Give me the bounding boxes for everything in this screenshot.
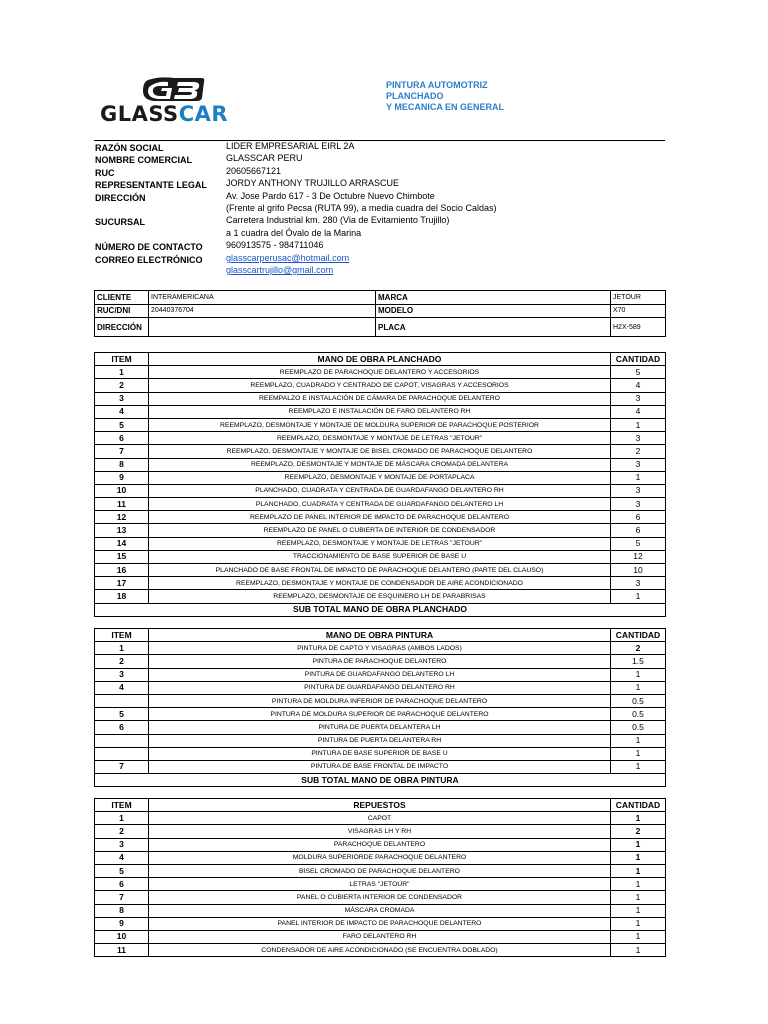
desc-cell: REEMPLAZO, DESMONTAJE Y MONTAJE DE CONDENSADOR DE AIRE ACONDICIONADO: [149, 577, 611, 590]
placa-value: H2X-589: [611, 318, 666, 337]
table-row: [95, 851, 666, 864]
table-row: [95, 524, 666, 537]
table-row: [95, 366, 666, 379]
item-cell: 8: [95, 904, 149, 917]
table-row: [95, 891, 666, 904]
desc-cell: CONDENSADOR DE AIRE ACONDICIONADO (SE ENCUENTRA DOBLADO): [149, 944, 611, 957]
qty-cell: 1: [611, 668, 666, 681]
desc-cell: MÁSCARA CROMADA: [149, 904, 611, 917]
table-row: [95, 379, 666, 392]
qty-cell: 3: [611, 577, 666, 590]
table-header: [95, 799, 666, 812]
subtotal-row: [95, 603, 666, 616]
item-cell: 16: [95, 564, 149, 577]
client-dir-value: [149, 318, 376, 337]
logo-wordmark: GLASSCAR: [100, 102, 229, 126]
qty-cell: 1: [611, 838, 666, 851]
qty-cell: 1: [611, 760, 666, 773]
item-cell: 15: [95, 550, 149, 563]
qty-cell: 3: [611, 432, 666, 445]
desc-cell: MOLDURA SUPERIORDE PARACHOQUE DELANTERO: [149, 851, 611, 864]
desc-cell: REEMPLAZO, DESMONTAJE Y MONTAJE DE LETRAS "JETOUR": [149, 432, 611, 445]
client-table: [94, 290, 666, 337]
subtotal-planchado: SUB TOTAL MANO DE OBRA PLANCHADO: [95, 603, 666, 616]
qty-cell: 0.5: [611, 721, 666, 734]
item-cell: 5: [95, 708, 149, 721]
correo-value-1[interactable]: [226, 252, 349, 264]
correo-value-2[interactable]: [226, 264, 333, 276]
pintura-table: [94, 628, 666, 787]
desc-cell: PINTURA DE MOLDURA INFERIOR DE PARACHOQUE DELANTERO: [149, 694, 611, 707]
desc-cell: PLANCHADO DE BASE FRONTAL DE IMPACTO DE PARACHOQUE DELANTERO (PARTE DEL CLAUSO): [149, 564, 611, 577]
desc-cell: REEMPLAZO DE PARACHOQUE DELANTERO Y ACCESORIOS: [149, 366, 611, 379]
table-row: [95, 432, 666, 445]
marca-label: MARCA: [376, 291, 611, 305]
desc-cell: BISEL CROMADO DE PARACHOQUE DELANTERO: [149, 864, 611, 877]
item-cell: 1: [95, 366, 149, 379]
qty-cell: 2: [611, 642, 666, 655]
razon-social-value: LIDER EMPRESARIAL EIRL 2A: [226, 141, 355, 151]
item-cell: 17: [95, 577, 149, 590]
desc-cell: REEMPLAZO DE PANEL O CUBIERTA DE INTERIOR DE CONDENSADOR: [149, 524, 611, 537]
ruc-dni-value: 20440376704: [149, 304, 376, 318]
item-cell: 2: [95, 825, 149, 838]
desc-cell: REEMPLAZO, DESMONTAJE Y MONTAJE DE BISEL CROMADO DE PARACHOQUE DELANTERO: [149, 445, 611, 458]
qty-cell: 3: [611, 458, 666, 471]
table-row: [95, 944, 666, 957]
qty-cell: 1: [611, 681, 666, 694]
contacto-value: 960913575 - 984711046: [226, 240, 324, 250]
table-row: [95, 668, 666, 681]
item-cell: 7: [95, 891, 149, 904]
item-cell: 1: [95, 642, 149, 655]
item-cell: 10: [95, 930, 149, 943]
item-cell: 5: [95, 418, 149, 431]
table-row: [95, 392, 666, 405]
placa-label: PLACA: [376, 318, 611, 337]
qty-cell: 1: [611, 851, 666, 864]
desc-cell: PINTURA DE PARACHOQUE DELANTERO: [149, 655, 611, 668]
header-desc: MANO DE OBRA PLANCHADO: [149, 353, 611, 366]
item-cell: 11: [95, 498, 149, 511]
item-cell: 9: [95, 471, 149, 484]
qty-cell: 1: [611, 891, 666, 904]
qty-cell: 4: [611, 405, 666, 418]
item-cell: 3: [95, 392, 149, 405]
qty-cell: 1: [611, 747, 666, 760]
table-row: [95, 418, 666, 431]
table-row: [95, 458, 666, 471]
header-item: ITEM: [95, 629, 149, 642]
modelo-value: X70: [611, 304, 666, 318]
qty-cell: 1: [611, 471, 666, 484]
qty-cell: 1: [611, 864, 666, 877]
item-cell: 4: [95, 851, 149, 864]
qty-cell: 1: [611, 418, 666, 431]
table-row: [95, 904, 666, 917]
item-cell: 1: [95, 812, 149, 825]
desc-cell: PANEL INTERIOR DE IMPACTO DE PARACHOQUE DELANTERO: [149, 917, 611, 930]
desc-cell: PINTURA DE MOLDURA SUPERIOR DE PARACHOQUE DELANTERO: [149, 708, 611, 721]
cliente-value: INTERAMERICANA: [149, 291, 376, 305]
desc-cell: PINTURA DE CAPTO Y VISAGRAS (AMBOS LADOS): [149, 642, 611, 655]
qty-cell: 4: [611, 379, 666, 392]
sucursal-label: SUCURSAL: [95, 217, 146, 227]
item-cell: 14: [95, 537, 149, 550]
subtotal-pintura: SUB TOTAL MANO DE OBRA PINTURA: [95, 774, 666, 787]
table-row: [95, 550, 666, 563]
rep-label: REPRESENTANTE LEGAL: [95, 180, 207, 190]
dir-line2: (Frente al grifo Pecsa (RUTA 99), a media cuadra del Socio Caldas): [226, 203, 497, 213]
table-row: [95, 484, 666, 497]
table-row: [95, 917, 666, 930]
header-desc: MANO DE OBRA PINTURA: [149, 629, 611, 642]
table-header: [95, 353, 666, 366]
subtotal-row: [95, 774, 666, 787]
item-cell: 10: [95, 484, 149, 497]
client-row: [95, 318, 666, 337]
contacto-label: NÚMERO DE CONTACTO: [95, 242, 203, 252]
item-cell: 11: [95, 944, 149, 957]
item-cell: 5: [95, 864, 149, 877]
dir-line1: Av. Jose Pardo 617 - 3 De Octubre Nuevo Chimbote: [226, 191, 435, 201]
item-cell: 3: [95, 838, 149, 851]
desc-cell: REEMPLAZO, DESMONTAJE Y MONTAJE DE MOLDURA SUPERIOR DE PARACHOQUE POSTERIOR: [149, 418, 611, 431]
table-row: [95, 405, 666, 418]
header-desc: REPUESTOS: [149, 799, 611, 812]
item-cell: 4: [95, 405, 149, 418]
item-cell: [95, 694, 149, 707]
item-cell: 7: [95, 760, 149, 773]
item-cell: 6: [95, 721, 149, 734]
desc-cell: LETRAS "JETOUR": [149, 878, 611, 891]
qty-cell: 6: [611, 524, 666, 537]
qty-cell: 3: [611, 484, 666, 497]
qty-cell: 12: [611, 550, 666, 563]
table-row: [95, 864, 666, 877]
item-cell: [95, 747, 149, 760]
nombre-value: GLASSCAR PERU: [226, 153, 303, 163]
razon-social-label: RAZÓN SOCIAL: [95, 143, 164, 153]
correo-label: CORREO ELECTRÓNICO: [95, 255, 203, 265]
rep-value: JORDY ANTHONY TRUJILLO ARRASCUE: [226, 178, 400, 188]
item-cell: [95, 734, 149, 747]
qty-cell: 1: [611, 930, 666, 943]
qty-cell: 1: [611, 734, 666, 747]
table-row: [95, 511, 666, 524]
table-row: [95, 760, 666, 773]
desc-cell: FARO DELANTERO RH: [149, 930, 611, 943]
item-cell: 4: [95, 681, 149, 694]
repuestos-table: [94, 798, 666, 957]
desc-cell: REEMPLAZO, CUADRADO Y CENTRADO DE CAPOT, VISAGRAS Y ACCESORIOS: [149, 379, 611, 392]
header-item: ITEM: [95, 799, 149, 812]
repuestos-rows: [95, 812, 666, 957]
desc-cell: REEMPLAZO, DESMONTAJE Y MONTAJE DE PORTAPLACA: [149, 471, 611, 484]
item-cell: 2: [95, 379, 149, 392]
item-cell: 13: [95, 524, 149, 537]
qty-cell: 1: [611, 590, 666, 603]
tagline: PINTURA AUTOMOTRIZ PLANCHADO Y MECANICA EN GENERAL: [386, 80, 505, 112]
company-logo: [100, 76, 240, 128]
qty-cell: 0.5: [611, 708, 666, 721]
qty-cell: 1: [611, 944, 666, 957]
dir-label: DIRECCIÓN: [95, 193, 146, 203]
table-row: [95, 721, 666, 734]
nombre-label: NOMBRE COMERCIAL: [95, 155, 192, 165]
desc-cell: PLANCHADO, CUADRATA Y CENTRADA DE GUARDAFANGO DELANTERO LH: [149, 498, 611, 511]
sucursal-line2: a 1 cuadra del Óvalo de la Marina: [226, 228, 362, 238]
item-cell: 12: [95, 511, 149, 524]
desc-cell: PINTURA DE BASE SUPERIOR DE BASE U: [149, 747, 611, 760]
qty-cell: 10: [611, 564, 666, 577]
item-cell: 9: [95, 917, 149, 930]
desc-cell: PINTURA DE GUARDAFANGO DELANTERO RH: [149, 681, 611, 694]
table-row: [95, 930, 666, 943]
desc-cell: PINTURA DE PUERTA DELANTERA RH: [149, 734, 611, 747]
qty-cell: 0.5: [611, 694, 666, 707]
header-qty: CANTIDAD: [611, 799, 666, 812]
modelo-label: MODELO: [376, 304, 611, 318]
qty-cell: 2: [611, 825, 666, 838]
client-dir-label: DIRECCIÓN: [95, 318, 149, 337]
header-divider: [94, 140, 665, 141]
qty-cell: 1: [611, 904, 666, 917]
desc-cell: PINTURA DE PUERTA DELANTERA LH: [149, 721, 611, 734]
item-cell: 2: [95, 655, 149, 668]
desc-cell: PANEL O CUBIERTA INTERIOR DE CONDENSADOR: [149, 891, 611, 904]
desc-cell: TRACCIONAMIENTO DE BASE SUPERIOR DE BASE U: [149, 550, 611, 563]
qty-cell: 2: [611, 445, 666, 458]
table-row: [95, 681, 666, 694]
item-cell: 18: [95, 590, 149, 603]
table-row: [95, 734, 666, 747]
qty-cell: 1: [611, 812, 666, 825]
car-logo-icon: [140, 76, 206, 102]
table-header: [95, 629, 666, 642]
table-row: [95, 642, 666, 655]
cliente-label: CLIENTE: [95, 291, 149, 305]
table-row: [95, 564, 666, 577]
qty-cell: 3: [611, 392, 666, 405]
table-row: [95, 812, 666, 825]
header-qty: CANTIDAD: [611, 629, 666, 642]
desc-cell: REEMPLAZO, DESMONTAJE Y MONTAJE DE MÁSCARA CROMADA DELANTERA: [149, 458, 611, 471]
qty-cell: 3: [611, 498, 666, 511]
email-link-2[interactable]: glasscartrujillo@gmail.com: [226, 265, 334, 275]
desc-cell: PINTURA DE GUARDAFANGO DELANTERO LH: [149, 668, 611, 681]
header-item: ITEM: [95, 353, 149, 366]
desc-cell: PINTURA DE BASE FRONTAL DE IMPACTO: [149, 760, 611, 773]
item-cell: 6: [95, 878, 149, 891]
table-row: [95, 537, 666, 550]
qty-cell: 5: [611, 537, 666, 550]
desc-cell: PLANCHADO, CUADRATA Y CENTRADA DE GUARDAFANGO DELANTERO RH: [149, 484, 611, 497]
ruc-dni-label: RUC/DNI: [95, 304, 149, 318]
marca-value: JETOUR: [611, 291, 666, 305]
item-cell: 6: [95, 432, 149, 445]
qty-cell: 5: [611, 366, 666, 379]
qty-cell: 1: [611, 917, 666, 930]
desc-cell: REEMPALZO E INSTALACIÓN DE CÁMARA DE PARACHOQUE DELANTERO: [149, 392, 611, 405]
table-row: [95, 708, 666, 721]
table-row: [95, 747, 666, 760]
table-row: [95, 471, 666, 484]
qty-cell: 1: [611, 878, 666, 891]
planchado-rows: [95, 366, 666, 603]
item-cell: 7: [95, 445, 149, 458]
desc-cell: CAPOT: [149, 812, 611, 825]
desc-cell: REEMPLAZO, DESMONTAJE DE ESQUINERO LH DE PARABRISAS: [149, 590, 611, 603]
qty-cell: 6: [611, 511, 666, 524]
desc-cell: VISAGRAS LH Y RH: [149, 825, 611, 838]
table-row: [95, 590, 666, 603]
client-row: [95, 304, 666, 318]
table-row: [95, 825, 666, 838]
email-link-1[interactable]: glasscarperusac@hotmail.com: [226, 253, 350, 263]
item-cell: 3: [95, 668, 149, 681]
table-row: [95, 878, 666, 891]
item-cell: 8: [95, 458, 149, 471]
planchado-table: [94, 352, 666, 617]
table-row: [95, 694, 666, 707]
table-row: [95, 655, 666, 668]
table-row: [95, 498, 666, 511]
ruc-value: 20605667121: [226, 166, 282, 176]
table-row: [95, 838, 666, 851]
table-row: [95, 577, 666, 590]
desc-cell: PARACHOQUE DELANTERO: [149, 838, 611, 851]
sucursal-line1: Carretera Industrial km. 280 (Via de Evitamiento Trujillo): [226, 215, 450, 225]
client-row: [95, 291, 666, 305]
header-qty: CANTIDAD: [611, 353, 666, 366]
qty-cell: 1.5: [611, 655, 666, 668]
table-row: [95, 445, 666, 458]
desc-cell: REEMPLAZO E INSTALACIÓN DE FARO DELANTERO RH: [149, 405, 611, 418]
desc-cell: REEMPLAZO DE PANEL INTERIOR DE IMPACTO DE PARACHOQUE DELANTERO: [149, 511, 611, 524]
desc-cell: REEMPLAZO, DESMONTAJE Y MONTAJE DE LETRAS "JETOUR": [149, 537, 611, 550]
ruc-label: RUC: [95, 168, 115, 178]
pintura-rows: [95, 642, 666, 774]
